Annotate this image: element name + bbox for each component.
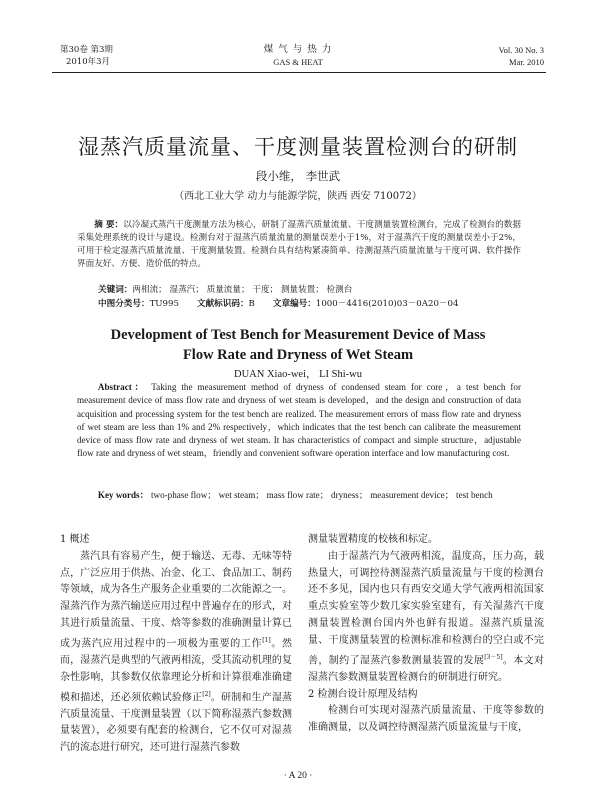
section1-heading: 1 概述 <box>60 534 90 545</box>
journal-volume-en <box>499 44 544 68</box>
abstract-cn-text: 以冷凝式蒸汽干度测量方法为核心，研制了湿蒸汽质量流量、干度测量装置检测台，完成了检测台的数据采集处理系统的设计与建设。检测台对于湿蒸汽质量流量的测量误差小于1%，对于湿蒸汽干度的测量误差小于2%，可用于检定湿蒸汽质量流量、干度测量装置。检测台具有结构紧凑简单、待测湿蒸汽质量流量与干度可调、软件操作界面友好、方便、造价低的特点。 <box>77 220 521 269</box>
volume-issue-en: Vol. 30 No. 3 <box>498 45 544 55</box>
abstract-cn-label: 摘 要： <box>94 220 124 230</box>
affiliation-cn: （西北工业大学 动力与能源学院，陕西 西安 710072） <box>174 191 422 202</box>
authors-cn: 段小维， 李世武 <box>255 169 341 183</box>
right-column <box>308 532 544 737</box>
doc-code-value: B <box>248 299 255 309</box>
keywords-cn-text: 两相流； 湿蒸汽； 质量流量； 干度； 测量装置； 检测台 <box>132 285 353 295</box>
issue-date: 2010年3月 <box>66 57 111 67</box>
issue-date-en: Mar. 2010 <box>509 57 544 67</box>
authors-en: DUAN Xiao-wei， LI Shi-wu <box>233 369 363 380</box>
title-en-line2: Flow Rate and Dryness of Wet Steam <box>182 347 414 363</box>
keywords-en-label: Key words： <box>97 490 149 500</box>
left-column <box>60 532 292 757</box>
journal-name-en: GAS & HEAT <box>273 57 323 67</box>
left-paragraph-1 <box>60 549 292 757</box>
title-cn: 湿蒸汽质量流量、干度测量装置检测台的研制 <box>78 135 518 159</box>
keywords-en <box>77 489 521 502</box>
citation-2: [2] <box>202 690 211 698</box>
journal-name-cn: 煤 气 与 热 力 <box>263 44 333 55</box>
doc-code-label: 文献标识码： <box>196 299 249 309</box>
classification-line <box>98 298 528 311</box>
right-paragraph-2 <box>308 549 544 687</box>
volume-issue: 第30卷 第3期 <box>60 45 113 55</box>
abstract-cn <box>77 219 521 271</box>
section2-heading: 2 检测台设计原理及结构 <box>308 688 418 700</box>
abstract-en-label: Abstract： <box>97 382 147 392</box>
header-rule <box>52 72 546 73</box>
article-no-label: 文章编号： <box>272 299 316 309</box>
keywords-cn-label: 关键词： <box>98 285 133 295</box>
clc-label: 中图分类号： <box>98 299 150 309</box>
clc-value: TU995 <box>149 299 179 309</box>
right-paragraph-1: 测量装置精度的校核和标定。 <box>308 534 438 545</box>
right-paragraph-3: 检测台可实现对湿蒸汽质量流量、干度等参数的准确测量，以及调控待测湿蒸汽质量流量与干度， <box>308 705 544 734</box>
article-no-value: 1000－4416(2010)03－0A20－04 <box>315 299 459 309</box>
page-number: · A 20 · <box>283 771 313 781</box>
right-para-text-b: 。本文对湿蒸汽参数测量装置检测台的研制进行研究。 <box>308 654 545 683</box>
abstract-en-text: Taking the measurement method of dryness of condensed steam for core，a test bench for measurement device of mass flow rate and dryness of wet steam is developed，and the design and construction of data acquisition and processing system for the test bench are realized. The measurement errors of mass flow rate and dryness of wet steam are less than 1% and 2% respectively，which indicates that the test bench can calibrate the measurement device of mass flow rate and dryness of wet steam. It has characteristics of compact and simple structure，adjustable flow rate and dryness of wet steam，friendly and convenient software operation interface and low manufacturing cost. <box>77 382 521 459</box>
title-en-line1: Development of Test Bench for Measurement Device of Mass <box>110 327 486 343</box>
citation-3-5: [3－5] <box>484 653 503 661</box>
left-para-text-c: 。研制和生产湿蒸汽质量流量、干度测量装置（以下简称湿蒸汽参数测量装置），必须要有配套的检测台，它不仅可对湿蒸汽的流态进行研究，还可进行湿蒸汽参数 <box>60 691 293 754</box>
keywords-cn <box>77 284 521 297</box>
citation-1: [1] <box>262 636 271 644</box>
keywords-en-text: two-phase flow； wet steam； mass flow rate； dryness； measurement device； test bench <box>150 490 493 500</box>
abstract-en <box>77 381 521 461</box>
right-para-text-a: 由于湿蒸汽为气液两相流，温度高，压力高，载热量大，可调控待测湿蒸汽质量流量与干度的检测台还不多见，国内也只有西安交通大学气液两相流国家重点实验室等少数几家实验室建有，有关湿蒸汽干度测量装置检测台国内外也鲜有报道。湿蒸汽质量流量、干度测量装置的检测标准和检测台的空白或不完善，制约了湿蒸汽参数测量装置的发展 <box>308 550 544 666</box>
left-para-text-b: 。然而，湿蒸汽是典型的气液两相流，受其流动机理的复杂性影响，其参数仅依靠理论分析和计算很难准确建模和描述，还必须依赖试验修正 <box>60 638 293 703</box>
left-para-text-a: 蒸汽具有容易产生，便于输送、无毒、无味等特点，广泛应用于供热、冶金、化工、食品加工、制药等领域，成为各生产服务企业重要的二次能源之一。湿蒸汽作为蒸汽输送应用过程中普遍存在的形式，对其进行质量流量、干度、焓等参数的准确测量计算已成为蒸汽应用过程中的一项极为重要的工作 <box>60 550 292 650</box>
